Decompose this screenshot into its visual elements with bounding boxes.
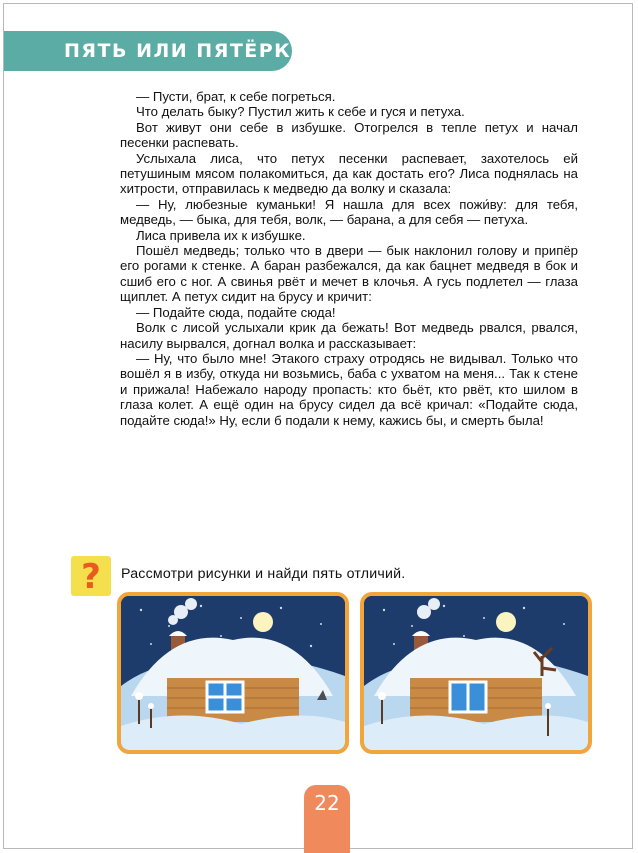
difference-picture-right [360,592,592,754]
story-paragraph: Пошёл медведь; только что в двери — бык наклонил голову и припёр его рогами к стенке. А баран разбежался, да как бацнет медведя в бок и сшиб его с ног. А свинья рвёт и мечет в клочья. А гусь подлетел — глаза щиплет. А петух сидит на брусу и кричит: [120,243,578,305]
story-paragraph: Что делать быку? Пустил жить к себе и гуся и петуха. [136,104,465,120]
page-number: 22 [314,791,340,815]
task-instruction: Рассмотри рисунки и найди пять отличий. [121,566,406,582]
story-paragraph: Лиса привела их к избушке. [136,227,306,243]
moon-icon [253,612,273,632]
chapter-title: ПЯТЬ ИЛИ ПЯТЁРКА [64,40,308,62]
moon-icon [496,612,516,632]
winter-house-illustration [364,596,588,750]
question-badge [71,556,111,596]
difference-picture-left [117,592,349,754]
story-text [120,89,578,428]
story-paragraph: Вот живут они себе в избушке. Отогрелся в тепле петух и начал песенки распевать. [120,119,578,151]
story-paragraph: — Ну, что было мне! Этакого страху отродясь не видывал. Только что вошёл я в избу, откуда ни возьмись, баба с ухватом на меня... Так к стене и прижала! Набежало народу пропасть: кто бьёт, кто рвёт, кто шилом в глаза колет. А ещё один на брусу сидел да всё кричал: «Подайте сюда, подайте сюда!» Ну, если б подали к нему, кажись бы, и смерть была! [120,350,578,428]
story-paragraph: Услыхала лиса, что петух песенки распевает, захотелось ей петушиным мясом полакомиться, да как достать его? Лиса поднялась на хитрости, отправилась к медведю да волку и сказала: [120,150,578,197]
story-paragraph: — Подайте сюда, подайте сюда! [136,304,336,320]
story-paragraph: — Ну, любезные куманьки! Я нашла для всех пожи́ву: для тебя, медведь, — быка, для тебя, волк, — барана, а для себя — петуха. [120,196,578,228]
question-mark-icon: ? [81,557,101,597]
winter-house-illustration [121,596,345,750]
story-paragraph: Волк с лисой услыхали крик да бежать! Вот медведь рвался, рвался, насилу вырвался, догнал волка и рассказывает: [120,320,578,351]
story-paragraph: — Пусти, брат, к себе погреться. [136,89,336,104]
